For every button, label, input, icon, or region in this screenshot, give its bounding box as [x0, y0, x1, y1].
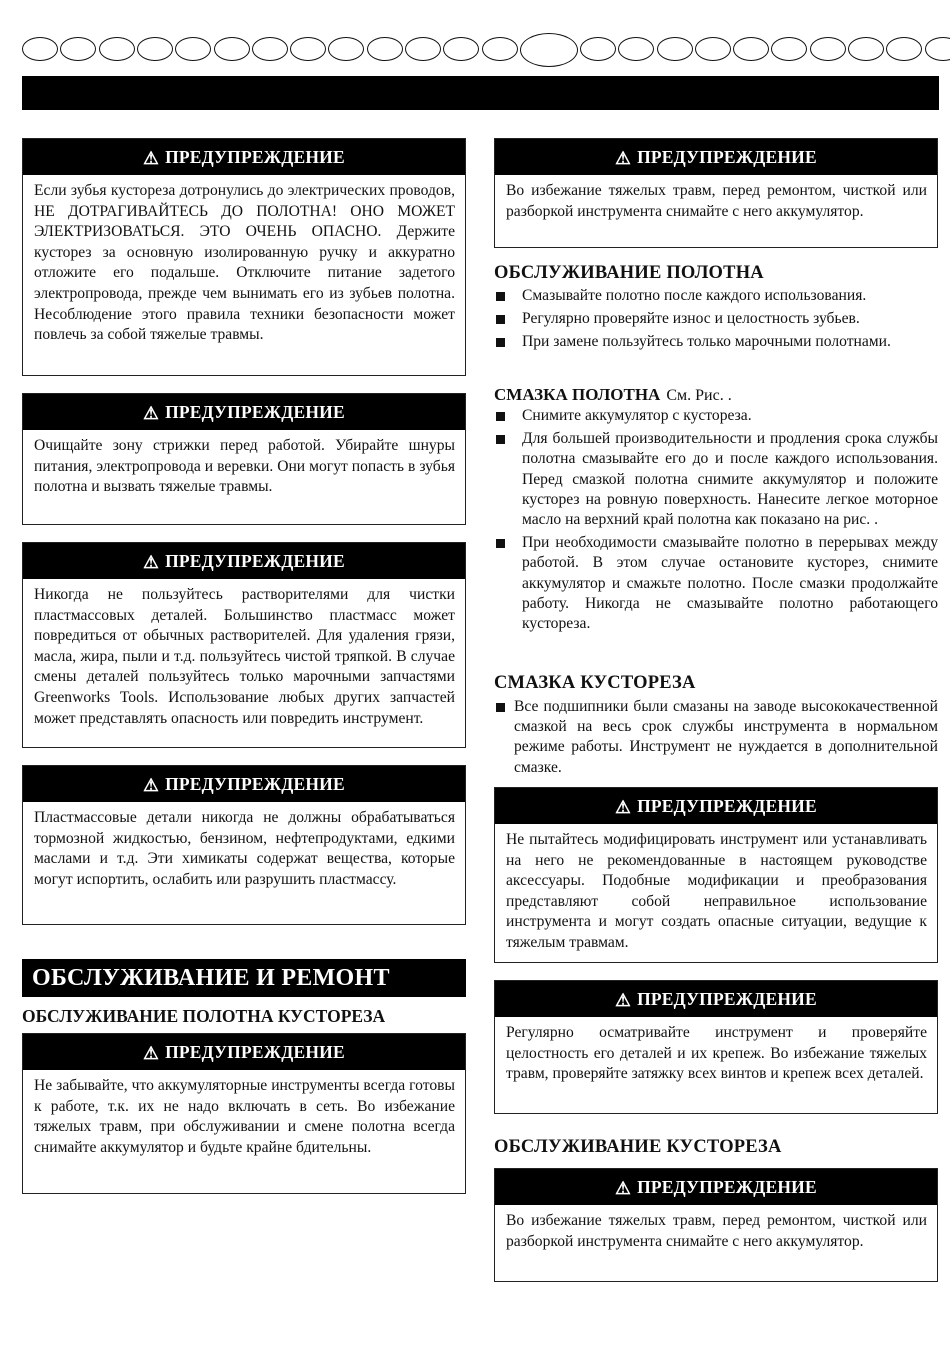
warning-text: Регулярно осматривайте инструмент и проверяйте целостность его деталей и их крепеж. Во избежание тяжелых травм, проверяйте затяжку всех винтов и крепеж всех деталей. [506, 1024, 927, 1083]
warning-text: Пластмассовые детали никогда не должны обрабатываться тормозной жидкостью, бензином, нефтепродуктами, едкими маслами и т.д. Эти химикаты содержат вещества, которые могут испортить, ослабить или разрушить пластмассу. [34, 809, 455, 888]
warning-triangle-icon: ⚠ [143, 147, 160, 168]
page-oval-marker [580, 37, 616, 61]
warning-text: Никогда не пользуйтесь растворителями для чистки пластмассовых деталей. Большинство пластмасс может повредиться от обычных растворителей. Для удаления грязи, масла, жира, пыли и т.д. пользуйтесь чистой тряпкой. В случае смены деталей пользуйтесь только марочными запчастями Greenworks Tools. Использование любых других запчастей может представлять опасность или повредить инструмент. [34, 586, 455, 727]
page-oval-marker [848, 37, 884, 61]
list-item: Регулярно проверяйте износ и целостность зубьев. [494, 309, 938, 329]
page-oval-marker [175, 37, 211, 61]
warning-header: ⚠ ПРЕДУПРЕЖДЕНИЕ [495, 139, 937, 175]
warning-box [22, 393, 466, 525]
page-oval-marker [771, 37, 807, 61]
page-oval-marker [482, 37, 518, 61]
bullet-square-icon [496, 412, 505, 421]
figure-reference: См. Рис. . [666, 387, 732, 404]
page-oval-marker [405, 37, 441, 61]
bullet-square-icon [496, 435, 505, 444]
page-oval-marker [657, 37, 693, 61]
warning-box [22, 1033, 466, 1194]
warning-triangle-icon: ⚠ [615, 989, 632, 1010]
page-oval-marker [328, 37, 364, 61]
warning-text: Во избежание тяжелых травм, перед ремонтом, чисткой или разборкой инструмента снимайте с него аккумулятор. [506, 1212, 927, 1250]
warning-triangle-icon: ⚠ [615, 796, 632, 817]
warning-text: Во избежание тяжелых травм, перед ремонтом, чисткой или разборкой инструмента снимайте с него аккумулятор. [506, 182, 927, 220]
warning-box [494, 980, 938, 1114]
page-tab-strip [22, 33, 936, 67]
warning-triangle-icon: ⚠ [143, 402, 160, 423]
page-oval-marker [214, 37, 250, 61]
page-oval-marker [886, 37, 922, 61]
warning-box [22, 765, 466, 925]
trimmer-service-title: ОБСЛУЖИВАНИЕ КУСТОРЕЗА [494, 1137, 782, 1157]
page-oval-marker [367, 37, 403, 61]
list-item: При замене пользуйтесь только марочными полотнами. [494, 332, 938, 352]
trimmer-lubrication-title: СМАЗКА КУСТОРЕЗА [494, 673, 696, 693]
bullet-square-icon [496, 703, 505, 712]
page-oval-marker [252, 37, 288, 61]
warning-text: Не забывайте, что аккумуляторные инструменты всегда готовы к работе, т.к. их не надо включать в сеть. Во избежание тяжелых травм, при обслуживании и смене полотна всегда снимайте аккумулятор и будьте крайне бдительны. [34, 1077, 455, 1156]
warning-triangle-icon: ⚠ [143, 1042, 160, 1063]
page-oval-marker [618, 37, 654, 61]
blade-maintenance-title: ОБСЛУЖИВАНИЕ ПОЛОТНА [494, 263, 764, 283]
warning-triangle-icon: ⚠ [615, 147, 632, 168]
blade-lubrication-title: СМАЗКА ПОЛОТНА См. Рис. . [494, 385, 732, 404]
bullet-square-icon [496, 315, 505, 324]
list-item: Все подшипники были смазаны на заводе высококачественной смазкой на весь срок службы инструмента в нормальном режиме работы. Инструмент не нуждается в дополнительной смазке. [494, 697, 938, 778]
bullet-square-icon [496, 338, 505, 347]
section-title: ОБСЛУЖИВАНИЕ И РЕМОНТ [22, 959, 466, 997]
warning-text: Если зубья кустореза дотронулись до электрических проводов, НЕ ДОТРАГИВАЙТЕСЬ ДО ПОЛОТНА! ОНО МОЖЕТ ЭЛЕКТРИЗОВАТЬСЯ. ЭТО ОЧЕНЬ ОПАСНО. Держите кусторез за основную изолированную ручку и аккуратно отложите его подальше. Отключите питание задетого электропровода, прежде чем вынимать его из зубьев полотна. Несоблюдение этого правила техники безопасности может повлечь за собой тяжелые травмы. [34, 182, 455, 344]
warning-text: Очищайте зону стрижки перед работой. Убирайте шнуры питания, электропровода и веревки. Они могут попасть в зубья полотна и вызвать тяжелые травмы. [34, 437, 455, 496]
list-item: При необходимости смазывайте полотно в перерывах между работой. В этом случае остановите кусторез, снимите аккумулятор и смажьте полотно. После смазки продолжайте работу. Никогда не смазывайте полотно работающего кустореза. [494, 533, 938, 634]
list-item: Для большей производительности и продления срока службы полотна смазывайте его до и после каждого использования. Перед смазкой полотна снимите аккумулятор и положите кусторез на ровную поверхность. Нанесите легкое моторное масло на верхний край полотна как показано на рис. . [494, 429, 938, 530]
warning-header: ⚠ ПРЕДУПРЕЖДЕНИЕ [23, 543, 465, 579]
warning-header: ⚠ ПРЕДУПРЕЖДЕНИЕ [495, 981, 937, 1017]
page-oval-marker [695, 37, 731, 61]
warning-header: ⚠ ПРЕДУПРЕЖДЕНИЕ [23, 394, 465, 430]
header-bar [22, 76, 939, 110]
warning-header: ⚠ ПРЕДУПРЕЖДЕНИЕ [23, 766, 465, 802]
warning-box [494, 1168, 938, 1282]
warning-text: Не пытайтесь модифицировать инструмент или устанавливать на него не рекомендованные в настоящем руководстве аксессуары. Подобные модификации и преобразования представляют собой неправильное использование инструмента и могут создать опасные ситуации, ведущие к тяжелым травмам. [506, 831, 927, 951]
blade-maintenance-list [494, 286, 938, 356]
trimmer-lubrication-list [494, 697, 938, 781]
list-item: Снимите аккумулятор с кустореза. [494, 406, 938, 426]
page-oval-marker [137, 37, 173, 61]
page-oval-marker [925, 37, 950, 61]
warning-box [22, 138, 466, 376]
warning-box [22, 542, 466, 748]
warning-header: ⚠ ПРЕДУПРЕЖДЕНИЕ [23, 139, 465, 175]
page-oval-marker [22, 37, 58, 61]
page-oval-marker [99, 37, 135, 61]
subsection-title: ОБСЛУЖИВАНИЕ ПОЛОТНА КУСТОРЕЗА [22, 1006, 386, 1026]
warning-box [494, 138, 938, 248]
warning-triangle-icon: ⚠ [615, 1177, 632, 1198]
warning-header: ⚠ ПРЕДУПРЕЖДЕНИЕ [495, 788, 937, 824]
page-oval-marker [60, 37, 96, 61]
blade-lubrication-list [494, 406, 938, 637]
page-oval-marker [810, 37, 846, 61]
bullet-square-icon [496, 539, 505, 548]
page-oval-marker [290, 37, 326, 61]
warning-box [494, 787, 938, 963]
page-oval-marker [443, 37, 479, 61]
warning-header: ⚠ ПРЕДУПРЕЖДЕНИЕ [23, 1034, 465, 1070]
page-oval-marker [733, 37, 769, 61]
warning-triangle-icon: ⚠ [143, 774, 160, 795]
list-item: Смазывайте полотно после каждого использования. [494, 286, 938, 306]
page-oval-marker [520, 33, 578, 67]
warning-header: ⚠ ПРЕДУПРЕЖДЕНИЕ [495, 1169, 937, 1205]
bullet-square-icon [496, 292, 505, 301]
warning-triangle-icon: ⚠ [143, 551, 160, 572]
